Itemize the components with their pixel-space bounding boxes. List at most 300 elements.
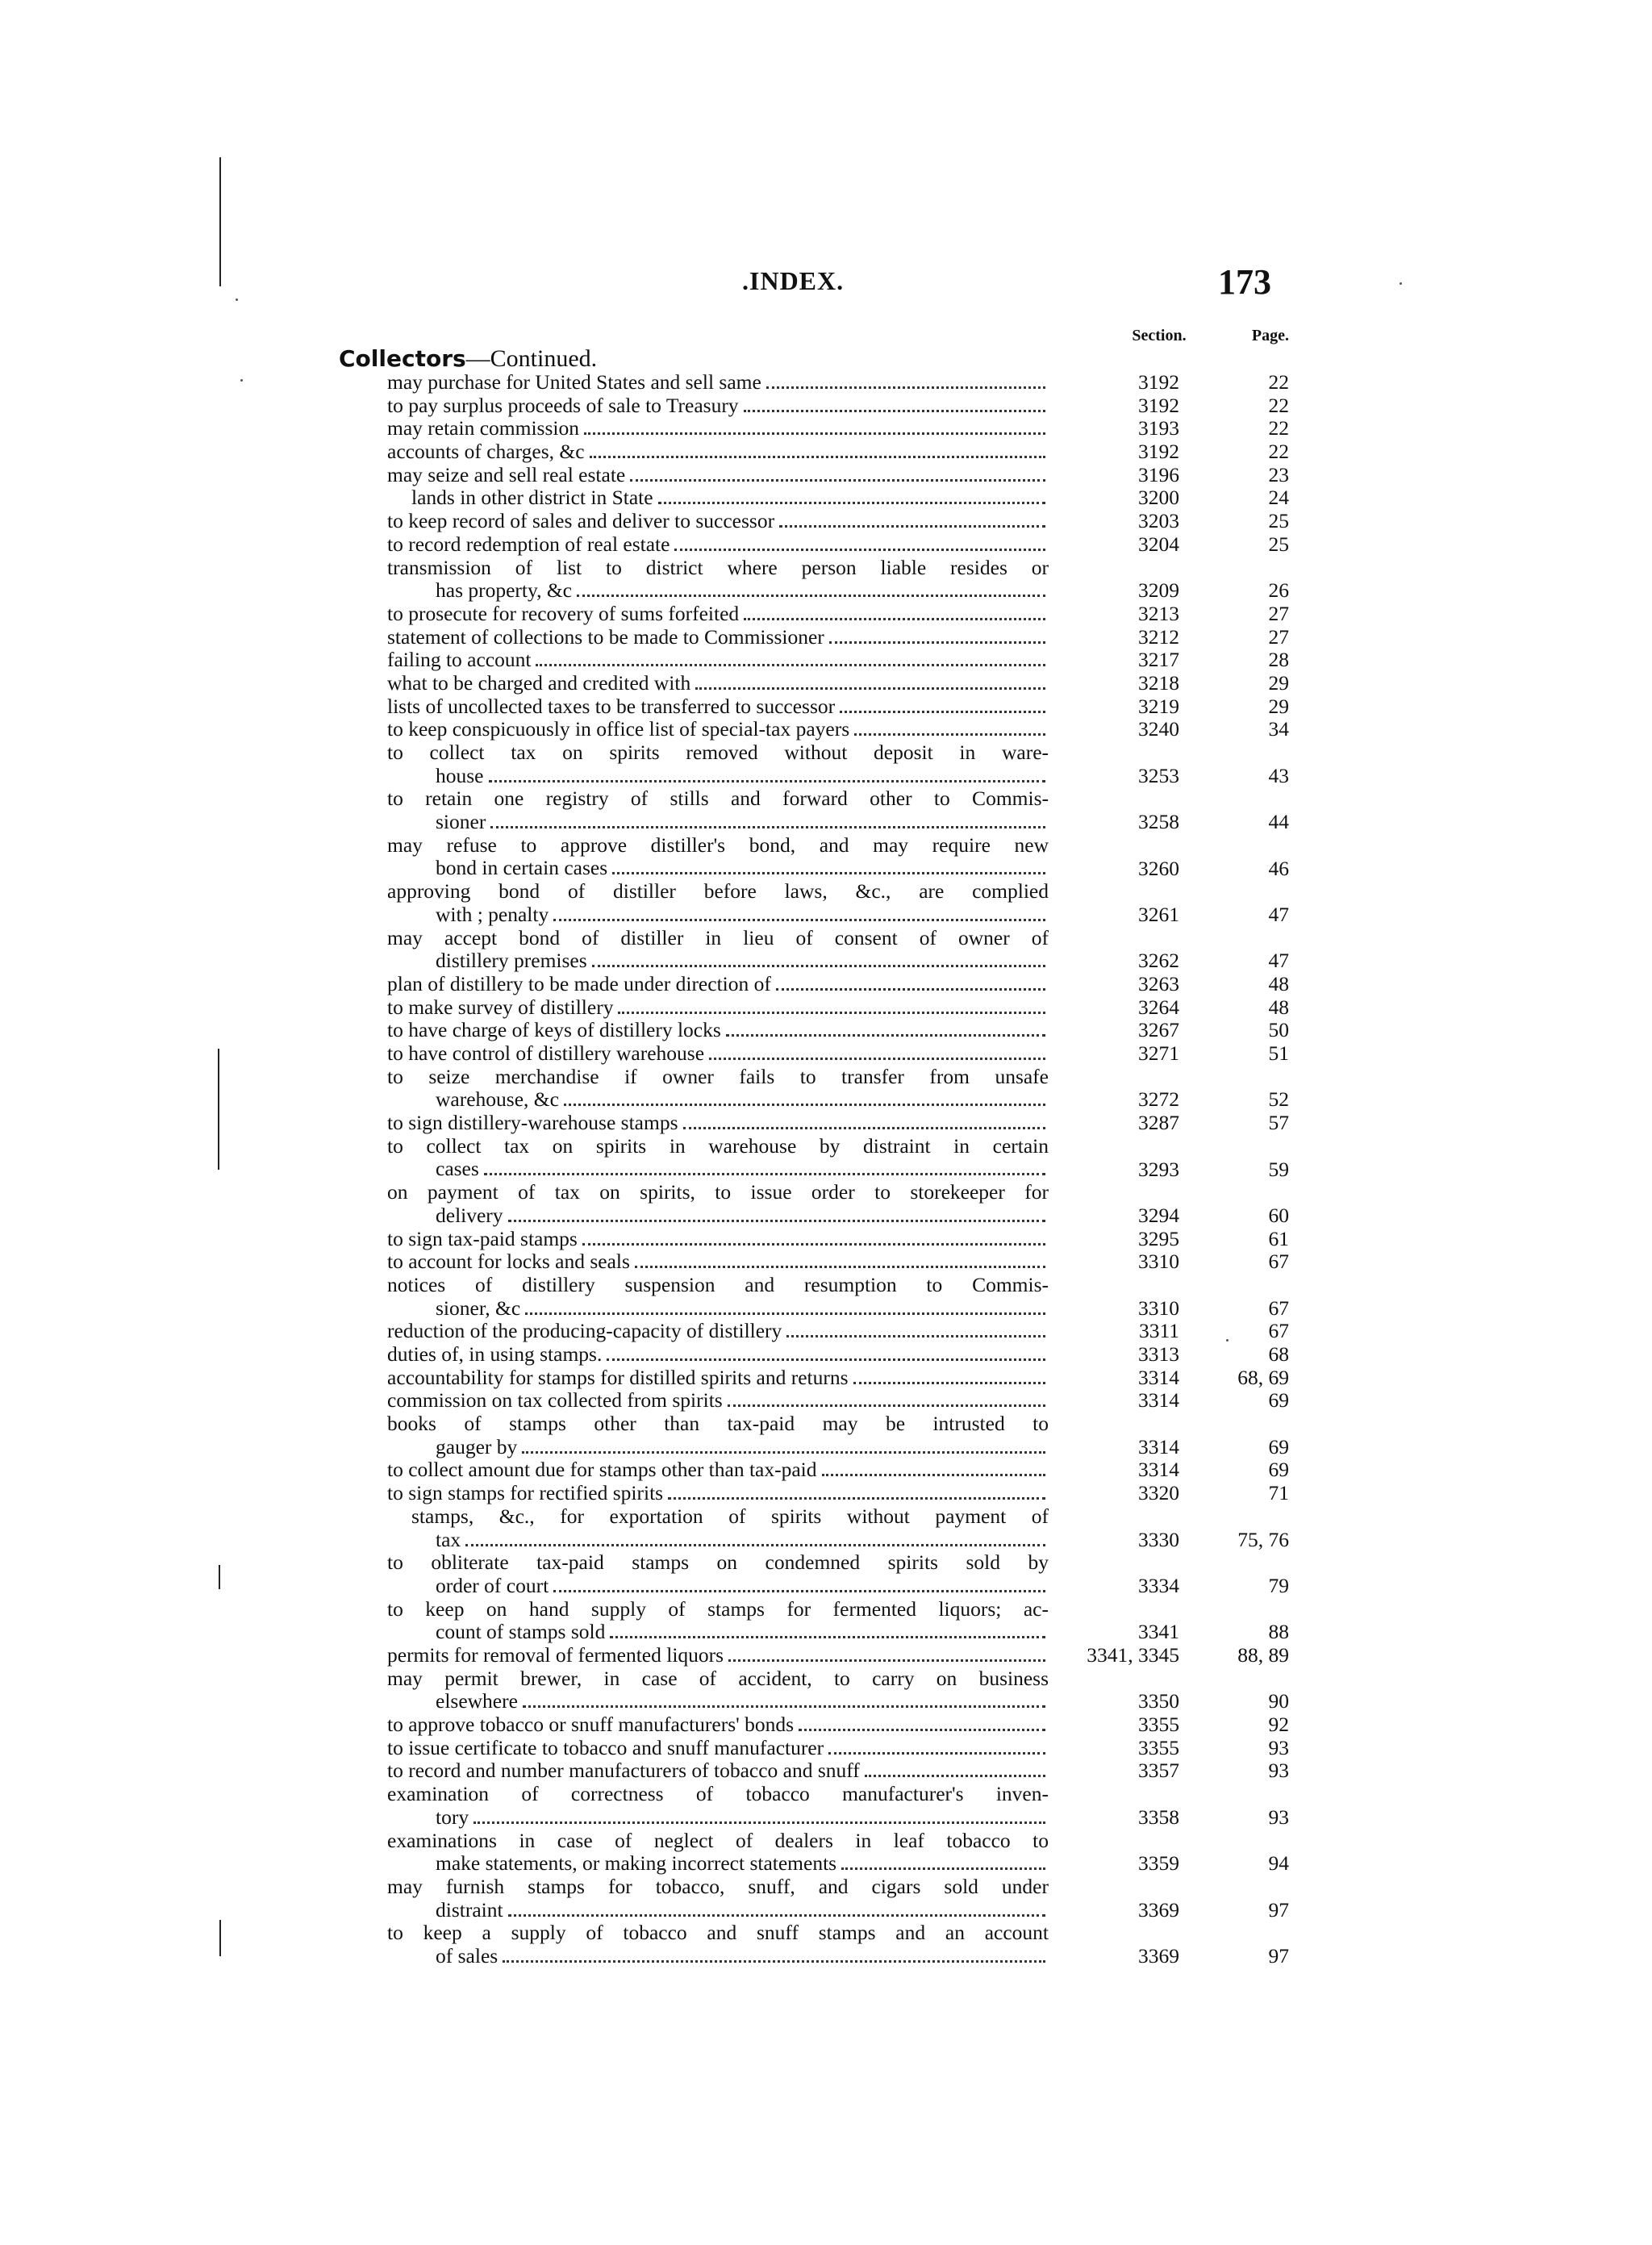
entry-section: 3204 [1138,532,1179,556]
leader-dots [630,479,1045,482]
entry-continuation-text: warehouse, &c [436,1088,559,1112]
entry-continuation [436,1529,1049,1552]
leader-dots [822,1474,1045,1476]
entry-continuation [436,903,1049,927]
entry-continuation [436,1690,1049,1713]
leader-dots [779,525,1045,528]
index-entry [0,1413,1652,1458]
entry-page: 48 [1268,995,1289,1019]
entry-section: 3271 [1138,1041,1179,1066]
entry-text: may accept bond of distiller in lieu of consent of owner of [387,926,1049,949]
entry-section: 3267 [1138,1018,1179,1042]
entry-page: 28 [1268,648,1289,672]
entry-text: to have charge of keys of distillery locks [387,1019,721,1042]
entry-page: 69 [1268,1458,1289,1482]
index-entry [0,1922,1652,1968]
entry-continuation-text: make statements, or making incorrect statements [436,1852,837,1876]
entry-continuation-text: bond in certain cases [436,857,608,880]
column-headers [0,327,1652,351]
leader-dots [854,733,1045,736]
entry-section: 3369 [1138,1944,1179,1968]
entry-text: approving bond of distiller before laws, &c., are complied [387,880,1049,903]
index-entries [0,371,1652,1968]
leader-dots [508,1220,1045,1222]
entry-text: failing to account [387,649,532,672]
entry-section: 3369 [1138,1897,1179,1922]
entry-page: 34 [1268,717,1289,741]
entry-page: 29 [1268,670,1289,695]
leader-dots [508,1914,1045,1917]
entry-section: 3357 [1138,1759,1179,1783]
entry-section: 3219 [1138,694,1179,718]
leader-dots [503,1960,1045,1963]
entry-continuation-text: tax [436,1528,461,1551]
entry-section: 3320 [1138,1481,1179,1505]
entry-section: 3334 [1138,1573,1179,1597]
entry-section: 3293 [1138,1157,1179,1181]
entry-page: 61 [1268,1226,1289,1250]
leader-dots [799,1729,1045,1731]
entry-section: 3359 [1138,1851,1179,1876]
entry-continuation-text: house [436,764,484,787]
leader-dots [618,1012,1045,1014]
entry-line [387,1482,1049,1505]
index-entry [0,626,1652,649]
leader-dots [577,595,1045,597]
entry-text: to make survey of distillery [387,995,614,1019]
entry-text: may seize and sell real estate [387,463,626,486]
index-entry [0,672,1652,695]
entry-section: 3314 [1138,1458,1179,1482]
entry-section: 3314 [1138,1388,1179,1413]
entry-page: 22 [1268,393,1289,417]
entry-text: may purchase for United States and sell same [387,371,761,394]
index-entry [0,1228,1652,1251]
index-entry [0,533,1652,557]
leader-dots [582,1243,1045,1246]
entry-line [387,1713,1049,1737]
entry-page: 25 [1268,532,1289,556]
index-entry [0,1551,1652,1597]
entry-page: 97 [1268,1944,1289,1968]
entry-text: stamps, &c., for exportation of spirits without payment of [411,1504,1049,1528]
leader-dots [612,872,1045,874]
entry-page: 60 [1268,1203,1289,1227]
index-entry [0,603,1652,626]
entry-section: 3192 [1138,393,1179,417]
entry-continuation [436,579,1049,603]
entry-text: to keep on hand supply of stamps for fermented liquors; ac- [387,1597,1049,1621]
index-entry [0,1042,1652,1066]
index-entry [0,996,1652,1020]
leader-dots [523,1705,1045,1708]
entry-line [387,603,1049,626]
index-entry [0,1737,1652,1760]
index-entry [0,464,1652,487]
entry-page: 22 [1268,370,1289,394]
index-entry [0,718,1652,741]
entry-section: 3287 [1138,1111,1179,1135]
entry-continuation-text: has property, &c [436,579,572,603]
index-entry [0,394,1652,418]
index-entry [0,417,1652,440]
entry-section: 3213 [1138,601,1179,625]
entry-line [387,1228,1049,1251]
entry-text: to collect amount due for stamps other than tax-paid [387,1458,817,1482]
entry-text: what to be charged and credited with [387,671,691,695]
index-entry [0,486,1652,510]
index-entry [0,1112,1652,1135]
heading-continued: —Continued. [465,345,598,372]
leader-dots [865,1775,1045,1777]
entry-page: 68, 69 [1237,1365,1289,1389]
entry-line [387,996,1049,1020]
entry-continuation-text: distillery premises [436,949,587,973]
entry-text: to prosecute for recovery of sums forfeited [387,602,740,625]
index-entry [0,1019,1652,1042]
page-column-header: Page. [1251,327,1289,344]
entry-page: 67 [1268,1319,1289,1343]
entry-section: 3264 [1138,995,1179,1019]
entry-page: 94 [1268,1851,1289,1876]
entry-line [387,1458,1049,1482]
entry-page: 69 [1268,1434,1289,1458]
entry-text: books of stamps other than tax-paid may be intrusted to [387,1413,1049,1436]
entry-continuation [436,1899,1049,1922]
entry-continuation [436,857,1049,880]
entry-line [387,533,1049,557]
leader-dots [564,1104,1045,1106]
entry-line [387,1389,1049,1413]
entry-continuation-text: with ; penalty [436,903,549,926]
entry-line [387,1343,1049,1367]
entry-continuation [436,1158,1049,1181]
entry-section: 3212 [1138,624,1179,649]
entry-page: 93 [1268,1805,1289,1829]
entry-text: accounts of charges, &c [387,440,585,464]
leader-dots [674,549,1045,551]
entry-page: 67 [1268,1296,1289,1320]
index-entry [0,973,1652,996]
leader-dots [610,1636,1045,1638]
entry-continuation-text: count of stamps sold [436,1621,606,1644]
index-entry [0,1598,1652,1644]
entry-section: 3200 [1138,486,1179,510]
entry-text: to sign stamps for rectified spirits [387,1482,664,1505]
entry-page: 29 [1268,694,1289,718]
entry-section: 3192 [1138,370,1179,394]
index-entry [0,741,1652,787]
leader-dots [828,1752,1045,1755]
entry-text: to collect tax on spirits in warehouse by distraint in certain [387,1134,1049,1158]
index-entry [0,510,1652,533]
entry-text: plan of distillery to be made under direction of [387,972,771,995]
entry-section: 3217 [1138,648,1179,672]
entry-page: 48 [1268,971,1289,995]
entry-section: 3203 [1138,509,1179,533]
section-column-header: Section. [1132,327,1187,344]
leader-dots [536,664,1045,666]
entry-section: 3218 [1138,670,1179,695]
entry-line [387,1737,1049,1760]
entry-continuation-text: distraint [436,1898,503,1922]
leader-dots [489,780,1046,782]
entry-continuation-text: gauger by [436,1435,518,1458]
entry-line [387,718,1049,741]
entry-continuation [436,1621,1049,1644]
entry-page: 26 [1268,578,1289,603]
leader-dots [668,1497,1045,1500]
index-entry [0,880,1652,926]
entry-page: 75, 76 [1237,1527,1289,1551]
page-number: 173 [1218,262,1271,302]
entry-text: to keep record of sales and deliver to successor [387,510,775,533]
leader-dots [584,432,1045,435]
entry-text: to issue certificate to tobacco and snuff manufacturer [387,1736,824,1759]
entry-section: 3358 [1138,1805,1179,1829]
entry-section: 3355 [1138,1735,1179,1759]
leader-dots [728,1659,1045,1662]
entry-page: 93 [1268,1735,1289,1759]
entry-line [387,626,1049,649]
entry-continuation [436,765,1049,788]
index-entry [0,1250,1652,1274]
leader-dots [786,1335,1045,1337]
entry-line [387,695,1049,719]
index-entry [0,557,1652,603]
entry-page: 68 [1268,1342,1289,1367]
entry-text: to approve tobacco or snuff manufacturers' bonds [387,1713,795,1737]
entry-continuation [436,949,1049,973]
entry-line [387,1019,1049,1042]
entry-line [387,1759,1049,1783]
entry-continuation [436,1575,1049,1598]
leader-dots [744,618,1045,620]
entry-continuation [436,1852,1049,1876]
entry-section: 3310 [1138,1250,1179,1274]
entry-page: 27 [1268,624,1289,649]
leader-dots [522,1451,1045,1454]
entry-text: statement of collections to be made to Commissioner [387,625,824,649]
leader-dots [744,410,1045,412]
page-header [0,262,1652,307]
entry-page: 71 [1268,1481,1289,1505]
leader-dots [853,1382,1045,1384]
index-entry [0,1135,1652,1181]
entry-continuation-text: of sales [436,1945,499,1968]
entry-text: to sign tax-paid stamps [387,1227,578,1250]
entry-section: 3295 [1138,1226,1179,1250]
entry-page: 79 [1268,1573,1289,1597]
entry-page: 59 [1268,1157,1289,1181]
index-entry [0,649,1652,672]
entry-page: 22 [1268,416,1289,440]
entry-section: 3260 [1138,856,1179,880]
entry-section: 3240 [1138,717,1179,741]
leader-dots [766,386,1045,389]
entry-section: 3314 [1138,1434,1179,1458]
entry-text: duties of, in using stamps. [387,1343,603,1367]
entry-section: 3192 [1138,440,1179,464]
entry-page: 44 [1268,810,1289,834]
index-entry [0,1644,1652,1667]
entry-continuation-text: delivery [436,1204,503,1227]
leader-dots [473,1821,1045,1824]
entry-line [387,394,1049,418]
entry-line [387,464,1049,487]
entry-section: 3253 [1138,763,1179,787]
entry-line [387,649,1049,672]
index-entry [0,787,1652,833]
entry-continuation-text: tory [436,1805,469,1829]
index-entry [0,1713,1652,1737]
leader-dots [840,711,1045,713]
entry-line [387,440,1049,464]
entry-text: to obliterate tax-paid stamps on condemned spirits sold by [387,1551,1049,1575]
leader-dots [829,641,1045,644]
entry-line [387,1042,1049,1066]
index-entry [0,1830,1652,1876]
entry-continuation [436,811,1049,834]
entry-section: 3261 [1138,902,1179,926]
index-entry [0,1389,1652,1413]
entry-text: examinations in case of neglect of dealers in leaf tobacco to [387,1829,1049,1852]
index-entry [0,1458,1652,1482]
entry-section: 3258 [1138,810,1179,834]
leader-dots [726,1034,1045,1037]
entry-page: 52 [1268,1087,1289,1112]
entry-section: 3310 [1138,1296,1179,1320]
index-entry [0,1343,1652,1367]
entry-continuation [436,1297,1049,1321]
entry-page: 25 [1268,509,1289,533]
entry-text: to seize merchandise if owner fails to transfer from unsafe [387,1065,1049,1088]
entry-page: 67 [1268,1250,1289,1274]
leader-dots [590,456,1045,458]
index-entry [0,1505,1652,1551]
index-entry [0,1667,1652,1713]
entry-section: 3330 [1138,1527,1179,1551]
entry-page: 92 [1268,1713,1289,1737]
leader-dots [465,1544,1045,1546]
leader-dots [776,988,1045,991]
entry-page: 88 [1268,1620,1289,1644]
entry-section: 3311 [1138,1319,1179,1343]
index-entry [0,1320,1652,1343]
index-entry [0,1274,1652,1320]
entry-page: 27 [1268,601,1289,625]
entry-text: to keep a supply of tobacco and snuff stamps and an account [387,1922,1049,1945]
entry-continuation [436,1436,1049,1459]
entry-section: 3341, 3345 [1087,1643,1179,1667]
entry-line [387,417,1049,440]
entry-text: commission on tax collected from spirits [387,1389,723,1413]
entry-section: 3196 [1138,462,1179,486]
entry-text: to record redemption of real estate [387,532,670,556]
entry-text: on payment of tax on spirits, to issue order to storekeeper for [387,1181,1049,1204]
entry-text: lists of uncollected taxes to be transferred to successor [387,695,836,718]
entry-page: 69 [1268,1388,1289,1413]
entry-continuation-text: sioner [436,811,486,834]
entry-page: 22 [1268,440,1289,464]
entry-text: lands in other district in State [411,486,653,510]
entry-text: may furnish stamps for tobacco, snuff, and cigars sold under [387,1875,1049,1898]
entry-line [387,371,1049,394]
entry-continuation-text: elsewhere [436,1690,518,1713]
entry-page: 57 [1268,1111,1289,1135]
entry-text: examination of correctness of tobacco manufacturer's inven- [387,1783,1049,1806]
running-title: .INDEX. [742,266,845,295]
entry-continuation [436,1806,1049,1830]
entry-continuation-text: order of court [436,1574,549,1597]
entry-page: 50 [1268,1018,1289,1042]
leader-dots [592,965,1045,967]
leader-dots [683,1127,1046,1129]
leader-dots [484,1173,1045,1175]
heading-term: Collectors [339,345,466,372]
leader-dots [709,1058,1045,1060]
entry-page: 88, 89 [1237,1643,1289,1667]
entry-page: 90 [1268,1689,1289,1713]
entry-line [387,1320,1049,1343]
entry-section: 3193 [1138,416,1179,440]
entry-text: accountability for stamps for distilled spirits and returns [387,1366,849,1389]
entry-section: 3263 [1138,971,1179,995]
entry-text: to record and number manufacturers of tobacco and snuff [387,1759,860,1783]
index-entry [0,1181,1652,1227]
entry-text: to have control of distillery warehouse [387,1042,705,1066]
entry-line [387,1367,1049,1390]
index-entry [0,440,1652,464]
entry-line [387,973,1049,996]
leader-dots [553,1590,1045,1592]
entry-continuation-text: sioner, &c [436,1296,521,1320]
leader-dots [658,502,1045,504]
entry-section: 3355 [1138,1713,1179,1737]
entry-text: may refuse to approve distiller's bond, and may require new [387,833,1049,857]
entry-text: reduction of the producing-capacity of distillery [387,1320,782,1343]
entry-line [387,1250,1049,1274]
index-entry [0,1066,1652,1112]
leader-dots [728,1404,1045,1407]
entry-text: may retain commission [387,417,579,440]
entry-page: 24 [1268,486,1289,510]
entry-section: 3209 [1138,578,1179,603]
entry-line [387,672,1049,695]
entry-text: to retain one registry of stills and forward other to Commis- [387,787,1049,811]
index-entry [0,1783,1652,1829]
entry-text: to collect tax on spirits removed without deposit in ware- [387,741,1049,765]
leader-dots [607,1358,1045,1361]
entry-page: 43 [1268,763,1289,787]
entry-section: 3262 [1138,949,1179,973]
leader-dots [490,826,1045,828]
index-entry [0,927,1652,973]
leader-dots [635,1266,1045,1268]
leader-dots [525,1312,1045,1315]
entry-section: 3313 [1138,1342,1179,1367]
entry-text: may permit brewer, in case of accident, to carry on business [387,1667,1049,1690]
leader-dots [553,919,1045,921]
entry-text: notices of distillery suspension and resumption to Commis- [387,1273,1049,1296]
entry-line [387,1644,1049,1667]
entry-section: 3341 [1138,1620,1179,1644]
entry-line [387,510,1049,533]
entry-continuation-text: cases [436,1158,479,1181]
entry-section: 3314 [1138,1365,1179,1389]
index-entry [0,1759,1652,1783]
entry-text: to account for locks and seals [387,1250,630,1274]
